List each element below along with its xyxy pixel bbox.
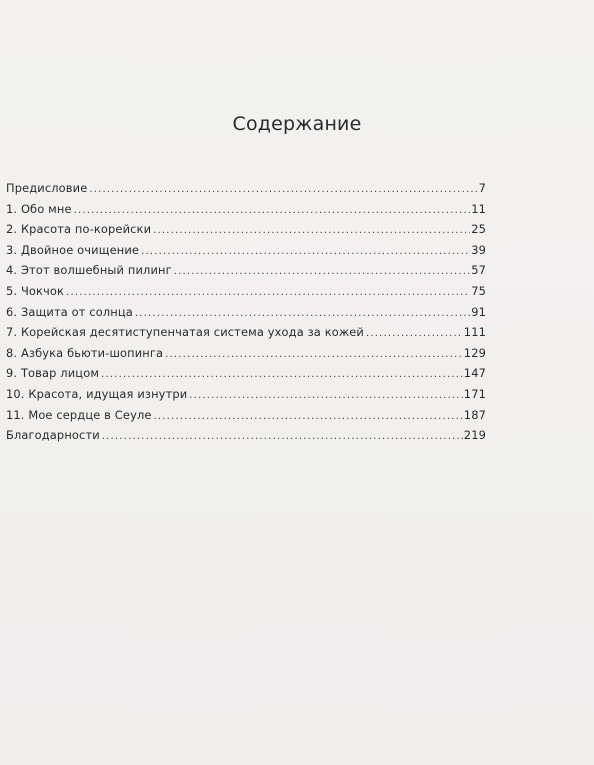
toc-entry-page: 25 [471,222,486,237]
toc-entry-title: Предисловие [6,181,88,195]
toc-entry-page: 11 [471,201,486,216]
dot-leader [66,287,470,298]
toc-entry [6,366,486,387]
toc-entry-title: 11. Мое сердце в Сеуле [6,407,152,422]
toc-entry-title: Благодарности [6,428,100,443]
dot-leader [74,205,471,216]
toc-entry [6,387,486,408]
dot-leader [135,308,470,319]
toc-entry-page: 57 [471,263,486,278]
table-of-contents [6,181,486,449]
toc-entry-page: 7 [478,181,486,195]
toc-entry-title: 6. Защита от солнца [6,304,133,319]
dot-leader [102,431,463,442]
toc-entry [6,325,486,346]
toc-entry [6,284,486,305]
toc-entry-page: 187 [463,407,486,422]
dot-leader [154,411,463,422]
dot-leader [153,225,470,236]
toc-entry-page: 129 [463,345,486,360]
toc-entry-title: 9. Товар лицом [6,366,100,381]
toc-entry [6,263,486,284]
toc-entry [6,222,486,243]
toc-entry-page: 39 [471,242,486,257]
toc-entry-page: 111 [463,325,486,340]
dot-leader [165,349,463,360]
dot-leader [89,184,477,195]
toc-entry [6,243,486,264]
toc-entry-title: 4. Этот волшебный пилинг [6,263,172,278]
toc-entry-page: 75 [471,283,486,298]
dot-leader [366,328,463,339]
toc-entry [6,181,486,202]
toc-entry [6,346,486,367]
toc-heading: Содержание [232,113,362,135]
dot-leader [189,390,463,401]
dot-leader [141,246,470,257]
toc-entry-page: 171 [463,386,486,401]
dot-leader [174,266,470,277]
toc-entry [6,408,486,429]
toc-entry-title: 3. Двойное очищение [6,242,140,257]
toc-entry [6,305,486,326]
toc-entry [6,202,486,223]
toc-entry-title: 1. Обо мне [6,201,72,216]
dot-leader [101,369,463,380]
toc-entry-page: 147 [463,366,486,381]
toc-entry-page: 91 [471,304,486,319]
toc-entry [6,428,486,449]
toc-entry-page: 219 [463,428,486,443]
toc-entry-title: 2. Красота по-корейски [6,222,152,237]
toc-entry-title: 5. Чокчок [6,283,65,298]
toc-entry-title: 8. Азбука бьюти-шопинга [6,345,164,360]
toc-entry-title: 7. Корейская десятиступенчатая система ухода за кожей [6,325,364,340]
toc-entry-title: 10. Красота, идущая изнутри [6,386,188,401]
